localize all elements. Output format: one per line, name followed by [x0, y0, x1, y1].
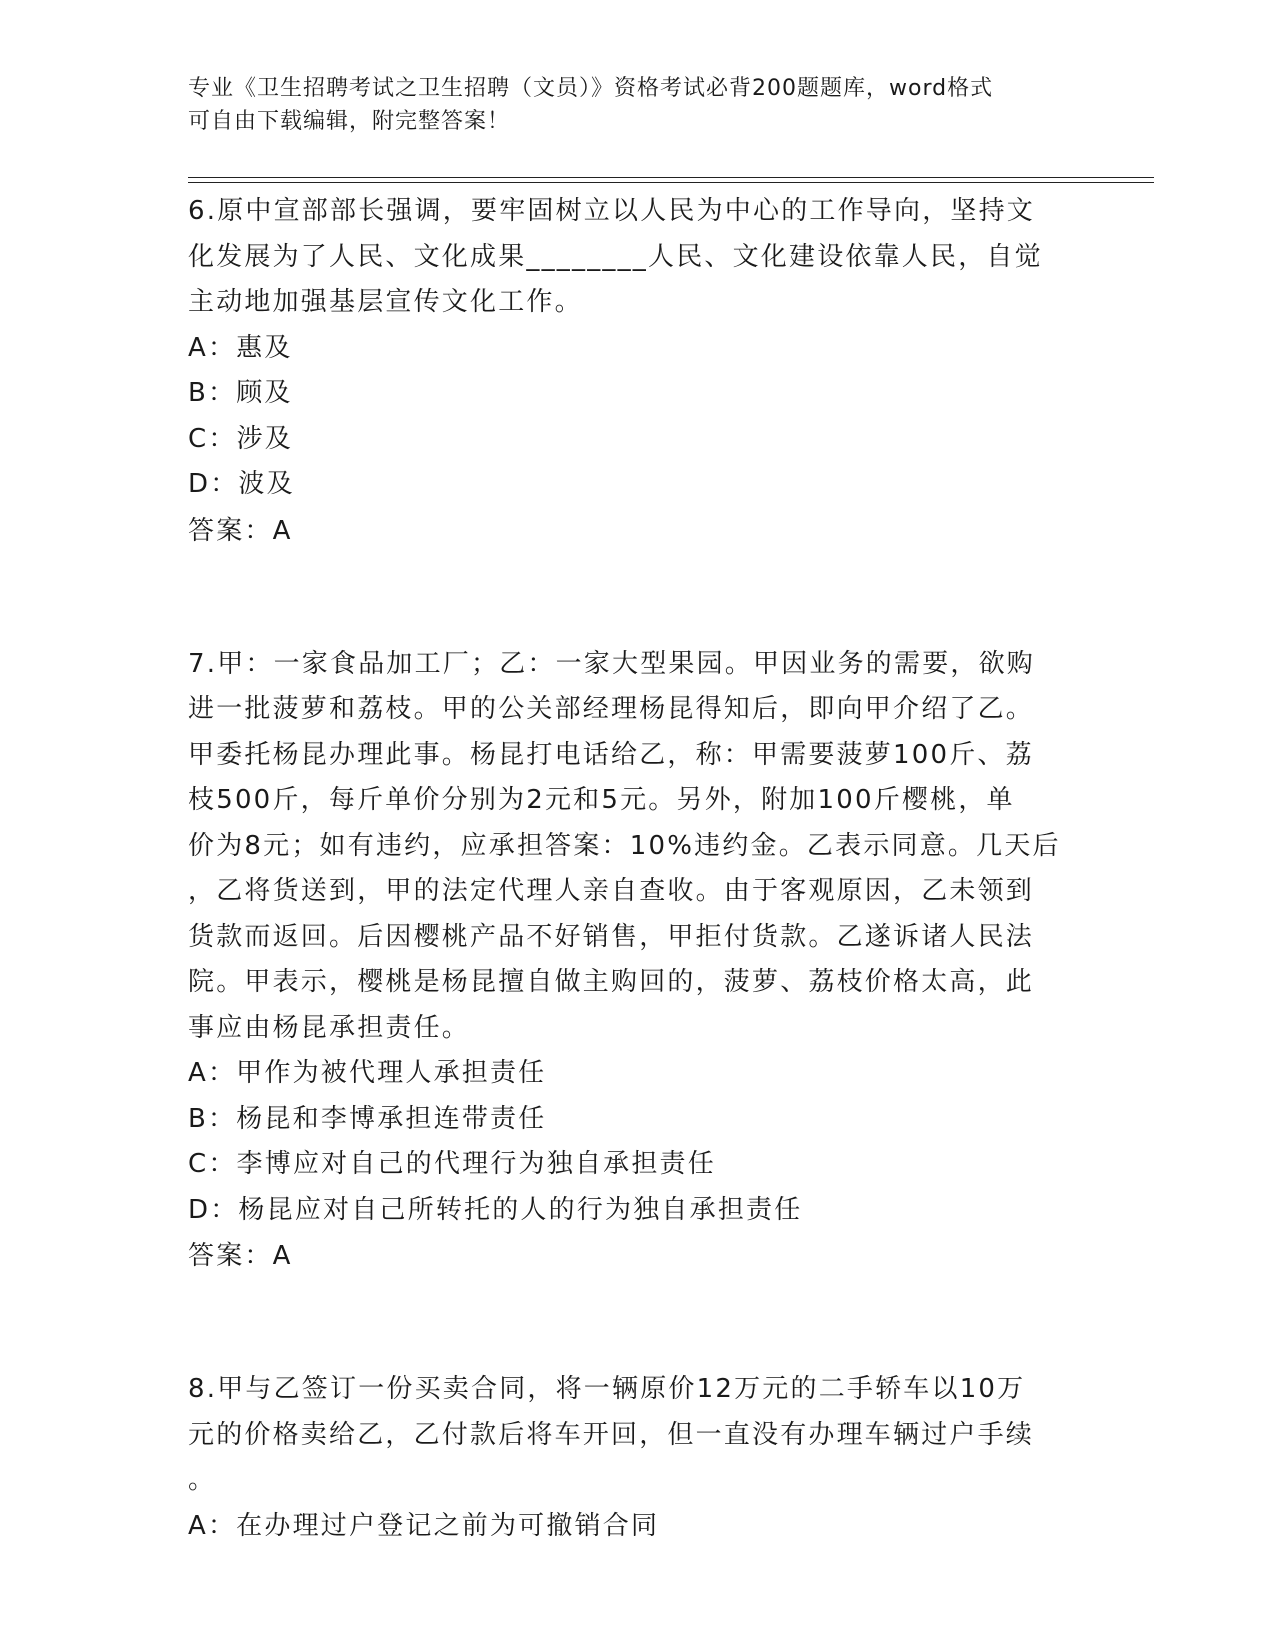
- question-7: [188, 642, 1088, 1280]
- question-text-line: 元的价格卖给乙，乙付款后将车开回，但一直没有办理车辆过户手续: [188, 1419, 1035, 1450]
- document-header: [188, 72, 1068, 138]
- answer: 答案：A: [188, 1241, 293, 1271]
- question-text-line: 。: [188, 1465, 217, 1495]
- spacer: [188, 554, 1088, 642]
- question-text-line: 8.甲与乙签订一份买卖合同，将一辆原价12万元的二手轿车以10万: [188, 1374, 1026, 1404]
- question-8: [188, 1367, 1088, 1549]
- question-6: [188, 189, 1088, 554]
- option-c: C：涉及: [188, 423, 293, 454]
- option-c: C：李博应对自己的代理行为独自承担责任: [188, 1149, 716, 1179]
- question-text-line: 事应由杨昆承担责任。: [188, 1012, 471, 1043]
- question-text-line: 枝500斤，每斤单价分别为2元和5元。另外，附加100斤樱桃，单: [188, 785, 1015, 815]
- question-list: [188, 189, 1088, 1549]
- question-text-line: 甲委托杨昆办理此事。杨昆打电话给乙，称：甲需要菠萝100斤、荔: [188, 739, 1034, 770]
- option-a: A：甲作为被代理人承担责任: [188, 1058, 547, 1088]
- header-divider-bottom: [188, 182, 1154, 183]
- option-d: D：波及: [188, 469, 295, 499]
- spacer: [188, 1279, 1088, 1367]
- header-divider-top: [188, 177, 1154, 178]
- option-a: A：惠及: [188, 332, 293, 363]
- answer: 答案：A: [188, 515, 293, 546]
- option-b: B：顾及: [188, 378, 293, 408]
- option-b: B：杨昆和李博承担连带责任: [188, 1103, 547, 1134]
- question-text-line: 进一批菠萝和荔枝。甲的公关部经理杨昆得知后，即向甲介绍了乙。: [188, 694, 1035, 724]
- header-line-1: 专业《卫生招聘考试之卫生招聘（文员）》资格考试必背200题题库，word格式: [188, 76, 994, 101]
- header-line-2: 可自由下载编辑，附完整答案！: [188, 109, 511, 134]
- question-text-line: ，乙将货送到，甲的法定代理人亲自查收。由于客观原因，乙未领到: [188, 876, 1035, 906]
- question-text-line: 货款而返回。后因樱桃产品不好销售，甲拒付货款。乙遂诉诸人民法: [188, 921, 1035, 952]
- option-d: D：杨昆应对自己所转托的人的行为独自承担责任: [188, 1194, 803, 1225]
- question-text-line: 价为8元；如有违约，应承担答案：10%违约金。乙表示同意。几天后: [188, 830, 1061, 861]
- question-text-line: 院。甲表示，樱桃是杨昆擅自做主购回的，菠萝、荔枝价格太高，此: [188, 967, 1035, 997]
- question-text-line: 6.原中宣部部长强调，要牢固树立以人民为中心的工作导向，坚持文: [188, 196, 1036, 226]
- question-text-line: 主动地加强基层宣传文化工作。: [188, 287, 583, 317]
- question-text-line: 7.甲：一家食品加工厂；乙：一家大型果园。甲因业务的需要，欲购: [188, 648, 1036, 679]
- question-text-line: 化发展为了人民、文化成果________人民、文化建设依靠人民，自觉: [188, 241, 1043, 272]
- option-a: A：在办理过户登记之前为可撤销合同: [188, 1510, 660, 1541]
